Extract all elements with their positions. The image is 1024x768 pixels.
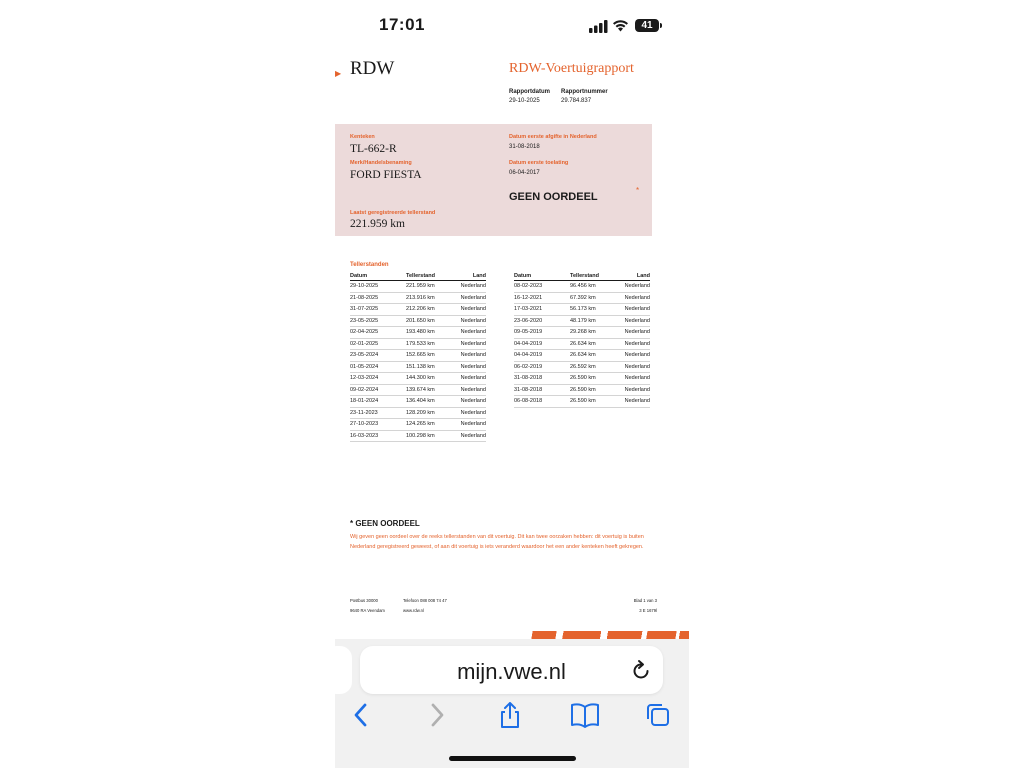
row-tellerstand: 26.634 km bbox=[570, 350, 620, 362]
row-tellerstand: 26.592 km bbox=[570, 361, 620, 373]
row-tellerstand: 139.674 km bbox=[406, 384, 456, 396]
row-datum: 06-08-2018 bbox=[514, 396, 570, 408]
row-tellerstand: 26.590 km bbox=[570, 396, 620, 408]
merk-label: Merk/Handelsbenaming bbox=[350, 160, 412, 166]
row-land: Nederland bbox=[456, 407, 486, 419]
row-land: Nederland bbox=[620, 373, 650, 385]
reload-icon[interactable] bbox=[630, 659, 652, 681]
row-datum: 23-05-2024 bbox=[350, 350, 406, 362]
table-row bbox=[350, 430, 486, 442]
row-datum: 23-06-2020 bbox=[514, 315, 570, 327]
row-datum: 02-04-2025 bbox=[350, 327, 406, 339]
footer-phone: Telefoon 088 008 74 47 bbox=[403, 598, 447, 603]
row-tellerstand: 67.392 km bbox=[570, 292, 620, 304]
table-row bbox=[350, 396, 486, 408]
tellerstand-label: Laatst geregistreerde tellerstand bbox=[350, 210, 436, 216]
row-land: Nederland bbox=[456, 338, 486, 350]
table-row bbox=[514, 384, 650, 396]
table-header-row bbox=[514, 271, 650, 281]
report-date bbox=[509, 88, 550, 106]
forward-icon[interactable] bbox=[424, 702, 450, 728]
table-header-row bbox=[350, 271, 486, 281]
row-tellerstand: 29.268 km bbox=[570, 327, 620, 339]
row-datum: 09-05-2019 bbox=[514, 327, 570, 339]
table-row bbox=[350, 281, 486, 293]
row-datum: 16-12-2021 bbox=[514, 292, 570, 304]
browser-toolbar bbox=[335, 639, 689, 768]
battery-tip bbox=[660, 23, 662, 28]
table-row bbox=[350, 419, 486, 431]
vehicle-summary bbox=[335, 124, 652, 236]
table-row bbox=[350, 407, 486, 419]
afgifte-label: Datum eerste afgifte in Nederland bbox=[509, 134, 597, 140]
row-datum: 31-07-2025 bbox=[350, 304, 406, 316]
row-land: Nederland bbox=[456, 373, 486, 385]
row-land: Nederland bbox=[620, 396, 650, 408]
row-land: Nederland bbox=[456, 396, 486, 408]
report-number-label: Rapportnummer bbox=[561, 89, 608, 95]
row-tellerstand: 151.138 km bbox=[406, 361, 456, 373]
row-datum: 18-01-2024 bbox=[350, 396, 406, 408]
table-row bbox=[514, 304, 650, 316]
kenteken-value: TL-662-R bbox=[350, 143, 397, 155]
url-text: mijn.vwe.nl bbox=[457, 659, 566, 684]
table-row bbox=[514, 315, 650, 327]
table-row bbox=[350, 373, 486, 385]
row-tellerstand: 26.590 km bbox=[570, 384, 620, 396]
kenteken-label: Kenteken bbox=[350, 134, 375, 140]
note-body: Wij geven geen oordeel over de reeks tellerstanden van dit voertuig. Dit kan twee oorzaken hebben: dit voertuig is buiten Nederland geregistreerd geweest, of aan dit voertuig is iets veranderd waardoor het een ander kenteken heeft gekregen. bbox=[350, 534, 644, 550]
footer-address-line2: 9640 RA Veendam bbox=[350, 608, 385, 613]
row-datum: 01-05-2024 bbox=[350, 361, 406, 373]
table-row bbox=[514, 292, 650, 304]
table-row bbox=[514, 361, 650, 373]
col-tellerstand: Tellerstand bbox=[570, 271, 620, 281]
footer-page-number: Blad 1 van 3 bbox=[633, 598, 657, 603]
odometer-table-title: Tellerstanden bbox=[350, 262, 389, 268]
status-bar bbox=[335, 0, 689, 52]
footer-page bbox=[634, 596, 657, 616]
row-datum: 04-04-2019 bbox=[514, 350, 570, 362]
row-tellerstand: 201.650 km bbox=[406, 315, 456, 327]
table-row bbox=[350, 338, 486, 350]
tellerstand-value: 221.959 km bbox=[350, 218, 405, 230]
table-row bbox=[350, 350, 486, 362]
phone-screen bbox=[335, 0, 689, 768]
row-datum: 23-05-2025 bbox=[350, 315, 406, 327]
row-land: Nederland bbox=[456, 292, 486, 304]
row-tellerstand: 124.265 km bbox=[406, 419, 456, 431]
table-row bbox=[350, 304, 486, 316]
odometer-left-body bbox=[350, 281, 486, 442]
row-tellerstand: 179.533 km bbox=[406, 338, 456, 350]
row-datum: 27-10-2023 bbox=[350, 419, 406, 431]
toelating-value: 06-04-2017 bbox=[509, 170, 540, 176]
col-tellerstand: Tellerstand bbox=[406, 271, 456, 281]
odometer-table-left bbox=[350, 271, 486, 442]
row-datum: 31-08-2018 bbox=[514, 373, 570, 385]
row-datum: 29-10-2025 bbox=[350, 281, 406, 293]
bookmarks-icon[interactable] bbox=[570, 702, 600, 728]
row-tellerstand: 48.179 km bbox=[570, 315, 620, 327]
table-row bbox=[350, 384, 486, 396]
row-land: Nederland bbox=[620, 281, 650, 293]
footer-code: 3 E 1679l bbox=[639, 608, 657, 613]
row-land: Nederland bbox=[620, 350, 650, 362]
row-land: Nederland bbox=[620, 361, 650, 373]
table-row bbox=[514, 350, 650, 362]
report-number-value: 29.784.837 bbox=[561, 98, 592, 104]
row-tellerstand: 56.173 km bbox=[570, 304, 620, 316]
back-icon[interactable] bbox=[348, 702, 374, 728]
table-row bbox=[350, 315, 486, 327]
tabs-icon[interactable] bbox=[645, 702, 671, 728]
row-datum: 31-08-2018 bbox=[514, 384, 570, 396]
row-land: Nederland bbox=[620, 338, 650, 350]
address-bar[interactable] bbox=[360, 646, 663, 694]
footer-contact bbox=[403, 596, 447, 616]
row-land: Nederland bbox=[456, 327, 486, 339]
odometer-table-right bbox=[514, 271, 650, 408]
odometer-right-body bbox=[514, 281, 650, 408]
row-land: Nederland bbox=[456, 430, 486, 442]
row-tellerstand: 26.590 km bbox=[570, 373, 620, 385]
row-land: Nederland bbox=[620, 304, 650, 316]
report-number bbox=[561, 88, 608, 106]
row-datum: 23-11-2023 bbox=[350, 407, 406, 419]
row-land: Nederland bbox=[456, 315, 486, 327]
row-datum: 16-03-2023 bbox=[350, 430, 406, 442]
afgifte-value: 31-08-2018 bbox=[509, 144, 540, 150]
row-datum: 06-02-2019 bbox=[514, 361, 570, 373]
table-row bbox=[350, 361, 486, 373]
row-land: Nederland bbox=[456, 350, 486, 362]
verdict-star: * bbox=[636, 186, 640, 195]
cellular-signal-icon bbox=[589, 20, 609, 33]
note-title: * GEEN OORDEEL bbox=[350, 519, 420, 528]
table-row bbox=[350, 327, 486, 339]
pdf-page bbox=[335, 52, 689, 638]
row-tellerstand: 100.298 km bbox=[406, 430, 456, 442]
status-time: 17:01 bbox=[379, 15, 425, 34]
row-tellerstand: 128.209 km bbox=[406, 407, 456, 419]
row-land: Nederland bbox=[456, 281, 486, 293]
row-land: Nederland bbox=[620, 327, 650, 339]
row-land: Nederland bbox=[456, 419, 486, 431]
row-datum: 12-03-2024 bbox=[350, 373, 406, 385]
row-tellerstand: 193.480 km bbox=[406, 327, 456, 339]
table-row bbox=[514, 281, 650, 293]
col-land: Land bbox=[620, 271, 650, 281]
row-tellerstand: 96.456 km bbox=[570, 281, 620, 293]
merk-value: FORD FIESTA bbox=[350, 169, 422, 181]
row-land: Nederland bbox=[620, 292, 650, 304]
battery-icon: 41 bbox=[635, 19, 659, 32]
table-row bbox=[514, 338, 650, 350]
report-date-label: Rapportdatum bbox=[509, 89, 550, 95]
footer-address bbox=[350, 596, 385, 616]
table-row bbox=[514, 327, 650, 339]
row-datum: 04-04-2019 bbox=[514, 338, 570, 350]
row-tellerstand: 144.300 km bbox=[406, 373, 456, 385]
table-row bbox=[514, 396, 650, 408]
footer-web: www.rdw.nl bbox=[403, 608, 424, 613]
page-edge-decoration bbox=[519, 631, 689, 639]
table-row bbox=[350, 292, 486, 304]
rdw-triangle-icon: ▶ bbox=[335, 69, 342, 78]
verdict: GEEN OORDEEL bbox=[509, 191, 598, 203]
row-datum: 02-01-2025 bbox=[350, 338, 406, 350]
row-datum: 08-02-2023 bbox=[514, 281, 570, 293]
row-datum: 17-03-2021 bbox=[514, 304, 570, 316]
row-datum: 09-02-2024 bbox=[350, 384, 406, 396]
row-tellerstand: 221.959 km bbox=[406, 281, 456, 293]
table-row bbox=[514, 373, 650, 385]
row-land: Nederland bbox=[620, 315, 650, 327]
wifi-icon bbox=[612, 19, 629, 32]
col-datum: Datum bbox=[350, 271, 406, 281]
row-tellerstand: 213.916 km bbox=[406, 292, 456, 304]
report-title: RDW-Voertuigrapport bbox=[509, 61, 634, 76]
report-date-value: 29-10-2025 bbox=[509, 98, 540, 104]
row-tellerstand: 212.206 km bbox=[406, 304, 456, 316]
col-datum: Datum bbox=[514, 271, 570, 281]
row-tellerstand: 136.404 km bbox=[406, 396, 456, 408]
row-land: Nederland bbox=[456, 384, 486, 396]
footer-address-line1: Postbus 30000 bbox=[350, 598, 378, 603]
row-tellerstand: 26.634 km bbox=[570, 338, 620, 350]
col-land: Land bbox=[456, 271, 486, 281]
home-indicator bbox=[449, 756, 576, 761]
previous-tab-address-bar[interactable] bbox=[335, 646, 352, 694]
row-land: Nederland bbox=[620, 384, 650, 396]
row-land: Nederland bbox=[456, 304, 486, 316]
row-datum: 21-08-2025 bbox=[350, 292, 406, 304]
row-tellerstand: 152.665 km bbox=[406, 350, 456, 362]
toelating-label: Datum eerste toelating bbox=[509, 160, 569, 166]
rdw-logo: RDW bbox=[350, 58, 395, 79]
row-land: Nederland bbox=[456, 361, 486, 373]
share-icon[interactable] bbox=[497, 702, 523, 728]
